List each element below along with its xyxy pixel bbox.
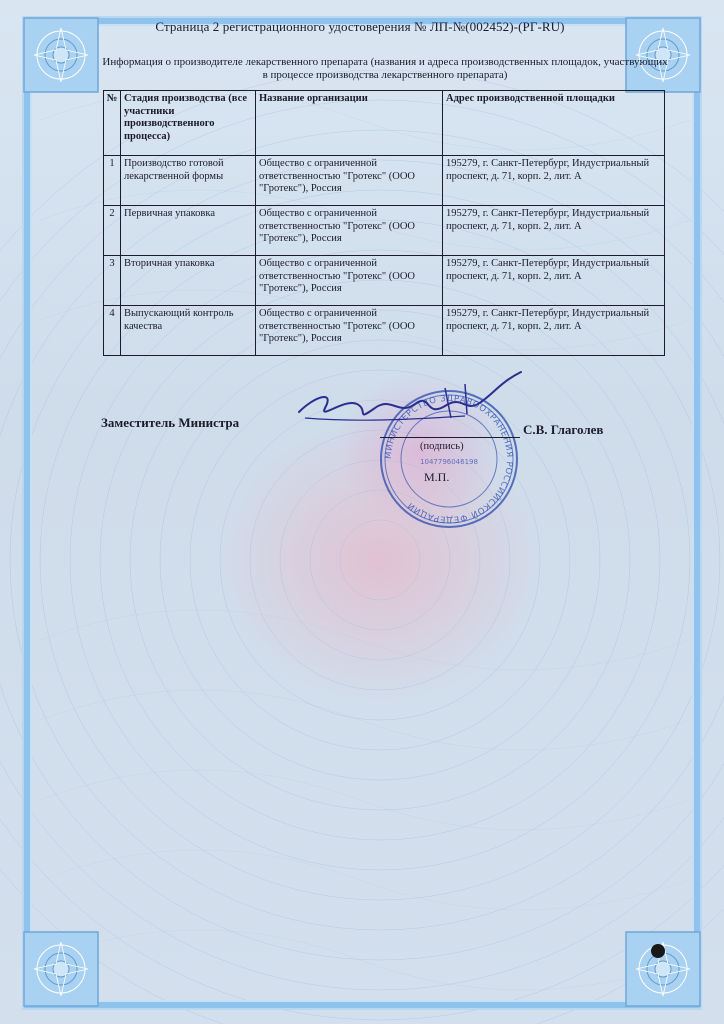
row-number: 1 — [104, 156, 121, 206]
row-stage: Первичная упаковка — [121, 206, 256, 256]
row-organization: Общество с ограниченной ответственностью "Гротекс" (ООО "Гротекс"), Россия — [256, 306, 443, 356]
row-address: 195279, г. Санкт-Петербург, Индустриальный проспект, д. 71, корп. 2, лит. А — [443, 206, 665, 256]
table-row — [104, 306, 665, 356]
row-organization: Общество с ограниченной ответственностью "Гротекс" (ООО "Гротекс"), Россия — [256, 206, 443, 256]
row-number: 2 — [104, 206, 121, 256]
handwritten-signature — [295, 368, 535, 438]
corner-ornament-bottom-right — [624, 930, 702, 1008]
binding-hole — [651, 944, 665, 958]
row-number: 4 — [104, 306, 121, 356]
row-stage: Производство готовой лекарственной формы — [121, 156, 256, 206]
manufacturer-table — [103, 90, 665, 356]
signature-line — [380, 437, 520, 438]
row-stage: Вторичная упаковка — [121, 256, 256, 306]
stamp-number: 1047796046198 — [420, 458, 478, 466]
header-organization: Название организации — [256, 91, 443, 156]
row-stage: Выпускающий контроль качества — [121, 306, 256, 356]
stamp-place-caption: М.П. — [424, 470, 450, 484]
stamp-ring-text: МИНИСТЕРСТВО ЗДРАВООХРАНЕНИЯ РОССИЙСКОЙ ФЕДЕРАЦИИ — [383, 393, 515, 525]
header-number: № — [104, 91, 121, 156]
row-organization: Общество с ограниченной ответственностью "Гротекс" (ООО "Гротекс"), Россия — [256, 156, 443, 206]
signatory-title: Заместитель Министра — [101, 415, 240, 430]
table-row — [104, 156, 665, 206]
row-address: 195279, г. Санкт-Петербург, Индустриальный проспект, д. 71, корп. 2, лит. А — [443, 156, 665, 206]
row-address: 195279, г. Санкт-Петербург, Индустриальный проспект, д. 71, корп. 2, лит. А — [443, 256, 665, 306]
corner-ornament-bottom-left — [22, 930, 100, 1008]
table-row — [104, 256, 665, 306]
row-organization: Общество с ограниченной ответственностью "Гротекс" (ООО "Гротекс"), Россия — [256, 256, 443, 306]
corner-ornament-top-right — [624, 16, 702, 94]
table-header-row — [104, 91, 665, 156]
header-stage: Стадия производства (все участники производственного процесса) — [121, 91, 256, 156]
header-address: Адрес производственной площадки — [443, 91, 665, 156]
page-title: Страница 2 регистрационного удостоверения № ЛП-№(002452)-(РГ-RU) — [155, 19, 565, 34]
row-number: 3 — [104, 256, 121, 306]
signatory-name: С.В. Глаголев — [523, 422, 604, 437]
corner-ornament-top-left — [22, 16, 100, 94]
row-address: 195279, г. Санкт-Петербург, Индустриальный проспект, д. 71, корп. 2, лит. А — [443, 306, 665, 356]
intro-text: Информация о производителе лекарственного препарата (названия и адреса производственных площадок, участвующих в процессе производства лекарственного препарата) — [102, 56, 668, 81]
table-row — [104, 206, 665, 256]
signature-caption: (подпись) — [420, 441, 464, 452]
